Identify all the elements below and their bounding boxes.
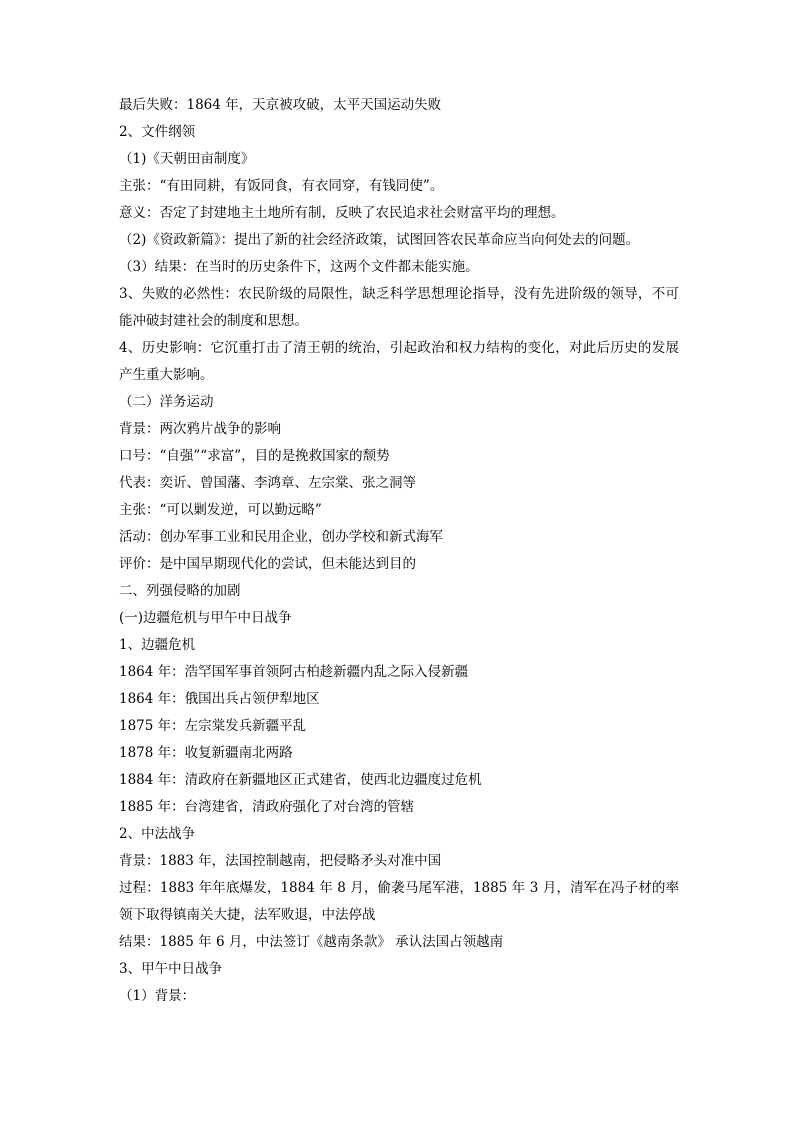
text-line-westernization-proposal: 主张：“可以剿发逆，可以勤远略” xyxy=(119,502,322,518)
heading-sino-japanese-war: 3、甲午中日战争 xyxy=(119,961,223,977)
text-line-sino-french-background: 背景：1883 年，法国控制越南，把侵略矛头对准中国 xyxy=(119,853,442,869)
text-line-sino-french-result: 结果：1885 年 6 月，中法签订《越南条款》 承认法国占领越南 xyxy=(119,934,504,950)
heading-westernization-movement: （二）洋务运动 xyxy=(119,394,214,410)
text-line-1884-xinjiang-province: 1884 年：清政府在新疆地区正式建省，使西北边疆度过危机 xyxy=(119,772,482,788)
text-line-westernization-representatives: 代表：奕䜣、曾国藩、李鸿章、左宗棠、张之洞等 xyxy=(119,475,416,491)
text-line-1878-recovery: 1878 年：收复新疆南北两路 xyxy=(119,745,293,761)
text-paragraph-sino-french-process: 过程：1883 年年底爆发，1884 年 8 月，偷袭马尾军港，1885 年 3 月，清军在冯子材的率领下取得镇南关大捷，法军败退，中法停战 xyxy=(119,880,679,923)
text-paragraph-historical-impact: 4、历史影响：它沉重打击了清王朝的统治，引起政治和权力结构的变化，对此后历史的发展产生重大影响。 xyxy=(119,340,679,383)
text-line-1885-taiwan-province: 1885 年：台湾建省，清政府强化了对台湾的管辖 xyxy=(119,799,415,815)
text-line-westernization-slogan: 口号：“自强”“求富”，目的是挽救国家的颓势 xyxy=(119,448,390,464)
subheading-land-system: （1)《天朝田亩制度》 xyxy=(119,151,255,167)
subheading-war-background: （1）背景： xyxy=(119,988,196,1004)
text-line-westernization-activities: 活动：创办军事工业和民用企业，创办学校和新式海军 xyxy=(119,529,443,545)
text-line-taiping-failure: 最后失败：1864 年，天京被攻破，太平天国运动失败 xyxy=(119,97,442,113)
text-line-documents-result: （3）结果：在当时的历史条件下，这两个文件都未能实施。 xyxy=(119,259,479,275)
text-paragraph-inevitability: 3、失败的必然性：农民阶级的局限性，缺乏科学思想理论指导，没有先进阶级的领导，不可能冲破封建社会的制度和思想。 xyxy=(119,286,679,329)
text-line-1864-russia-ili: 1864 年：俄国出兵占领伊犁地区 xyxy=(119,691,320,707)
heading-frontier-crisis: 1、边疆危机 xyxy=(119,637,196,653)
subheading-frontier-crisis-war: (一)边疆危机与甲午中日战争 xyxy=(119,610,292,626)
heading-documents-program: 2、文件纲领 xyxy=(119,124,196,140)
text-line-westernization-background: 背景：两次鸦片战争的影响 xyxy=(119,421,281,437)
text-line-new-policy: （2)《资政新篇》：提出了新的社会经济政策，试图回答农民革命应当向何处去的问题。 xyxy=(119,232,640,248)
text-line-westernization-evaluation: 评价：是中国早期现代化的尝试，但未能达到目的 xyxy=(119,556,416,572)
text-line-1875-zuo-zongtang: 1875 年：左宗棠发兵新疆平乱 xyxy=(119,718,307,734)
document-body xyxy=(119,92,679,1010)
text-line-1864-yakub-beg: 1864 年：浩罕国军事首领阿古柏趁新疆内乱之际入侵新疆 xyxy=(119,664,469,680)
text-line-land-significance: 意义：否定了封建地主土地所有制，反映了农民追求社会财富平均的理想。 xyxy=(119,205,565,221)
text-line-land-proposal: 主张：“有田同耕，有饭同食，有衣同穿，有钱同使”。 xyxy=(119,178,444,194)
heading-sino-french-war: 2、中法战争 xyxy=(119,826,196,842)
heading-foreign-aggression: 二、列强侵略的加剧 xyxy=(119,583,241,599)
